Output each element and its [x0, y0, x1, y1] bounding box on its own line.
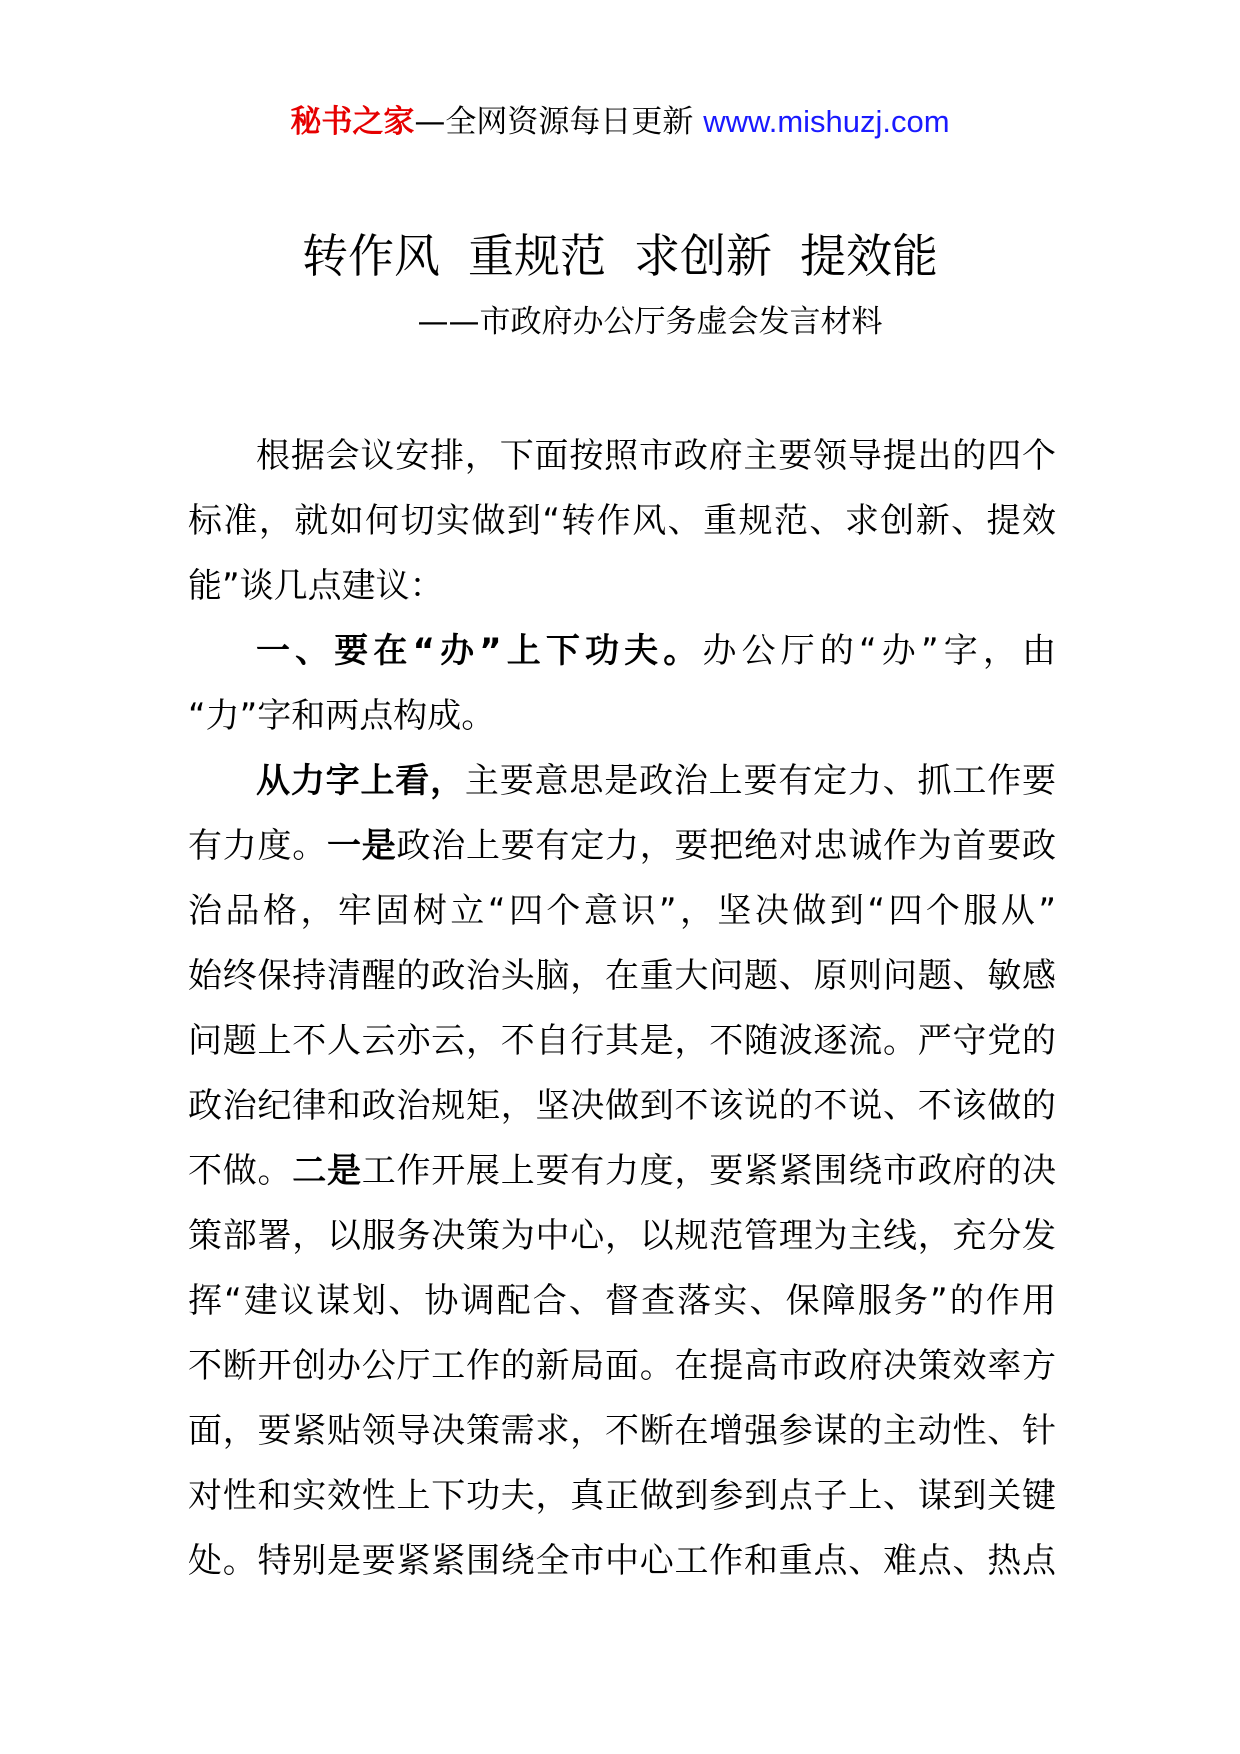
text-span: 主要意思是政治上要有定力、抓工作要: [464, 761, 1057, 801]
website-link[interactable]: www.mishuzj.com: [703, 104, 950, 139]
text-line: 始终保持清醒的政治头脑，在重大问题、原则问题、敏感: [188, 956, 1056, 996]
point-marker: 二是: [292, 1151, 362, 1191]
text-line: 问题上不人云亦云，不自行其是，不随波逐流。严守党的: [188, 1021, 1056, 1061]
paragraph-lead: 从力字上看，: [256, 761, 465, 801]
banner-slogan: —全网资源每日更新: [414, 104, 694, 140]
text-line: 能”谈几点建议：: [188, 566, 444, 606]
text-line: [188, 814, 1056, 879]
text-line: “力”字和两点构成。: [188, 696, 496, 736]
text-line: 治品格，牢固树立“四个意识”，坚决做到“四个服从”: [188, 891, 1056, 931]
text-line: 根据会议安排，下面按照市政府主要领导提出的四个: [256, 436, 1056, 476]
title-part-4: 提效能: [800, 229, 938, 283]
text-line: 标准，就如何切实做到“转作风、重规范、求创新、提效: [188, 501, 1056, 541]
text-line: 面，要紧贴领导决策需求，不断在增强参谋的主动性、针: [188, 1411, 1056, 1451]
text-span: 不做。: [188, 1151, 293, 1191]
text-line: [188, 749, 1056, 814]
text-line: 不断开创办公厅工作的新局面。在提高市政府决策效率方: [188, 1346, 1056, 1386]
text-line: 策部署，以服务决策为中心，以规范管理为主线，充分发: [188, 1216, 1056, 1256]
title-part-1: 转作风: [302, 229, 440, 283]
text-line: 处。特别是要紧紧围绕全市中心工作和重点、难点、热点: [188, 1541, 1056, 1581]
text-span: 政治上要有定力，要把绝对忠诚作为首要政: [396, 826, 1056, 866]
text-line: 政治纪律和政治规矩，坚决做到不该说的不说、不该做的: [188, 1086, 1056, 1126]
title-part-3: 求创新: [634, 229, 772, 283]
text-span: 办公厅的“办”字，由: [702, 631, 1056, 671]
text-line: [188, 1139, 1056, 1204]
document-subtitle: ——市政府办公厅务虚会发言材料: [417, 304, 883, 340]
document-body: [188, 424, 1056, 1594]
brand-name: 秘书之家: [290, 104, 415, 140]
text-line: 挥“建议谋划、协调配合、督查落实、保障服务”的作用: [188, 1281, 1056, 1321]
title-part-2: 重规范: [468, 229, 606, 283]
document-title: [0, 226, 1240, 286]
section-heading: 一、要在“办”上下功夫。: [256, 631, 703, 671]
text-span: 工作开展上要有力度，要紧紧围绕市政府的决: [361, 1151, 1056, 1191]
header-banner: [0, 100, 1240, 144]
point-marker: 一是: [327, 826, 397, 866]
text-span: 有力度。: [188, 826, 327, 866]
text-line: 对性和实效性上下功夫，真正做到参到点子上、谋到关键: [188, 1476, 1056, 1516]
text-line: [188, 619, 1056, 684]
